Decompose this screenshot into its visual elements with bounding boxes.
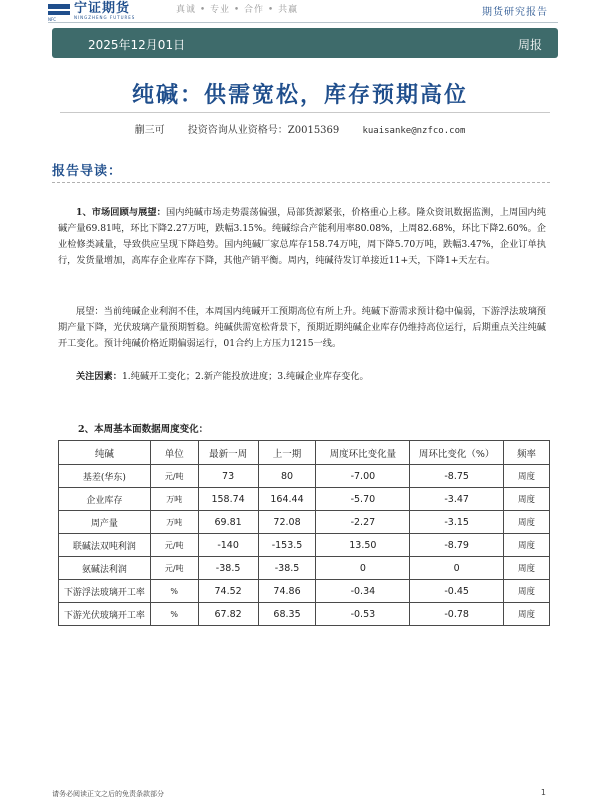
cell-frequency: 周度 [504,580,550,603]
cell-frequency: 周度 [504,511,550,534]
header-cell: 周环比变化（%） [410,441,504,465]
logo-abbrev: NFC [48,17,57,22]
cell-previous: -38.5 [258,557,316,580]
focus-factors-body: 1.纯碱开工变化；2.新产能投放进度；3.纯碱企业库存变化。 [121,371,369,382]
cell-change: 13.50 [316,534,410,557]
cell-previous: 68.35 [258,603,316,626]
cell-indicator: 基差(华东) [59,465,151,488]
author-name: 蒯三可 [134,125,165,136]
table-row [59,511,550,534]
page-number: 1 [540,788,546,797]
table-row [59,603,550,626]
cell-unit: 万吨 [150,488,198,511]
fundamentals-table [58,440,550,626]
table-row [59,580,550,603]
cell-unit: 万吨 [150,511,198,534]
table-row [59,557,550,580]
cell-change-pct: -3.15 [410,511,504,534]
cell-latest: 74.52 [198,580,258,603]
guide-heading: 报告导读： [52,164,123,179]
cell-latest: 67.82 [198,603,258,626]
cell-frequency: 周度 [504,465,550,488]
cell-latest: 69.81 [198,511,258,534]
cell-previous: 74.86 [258,580,316,603]
company-motto: 真诚 • 专业 • 合作 • 共赢 [176,5,299,15]
page-header [0,0,600,24]
outlook-body: 展望：当前纯碱企业利润不佳，本周国内纯碱开工预期高位有所上升。纯碱下游需求预计稳中偏弱，下游浮法玻璃预期产量下降，光伏玻璃产量预期暂稳。纯碱供需宽松背景下，预期近期纯碱企业库存仍维持高位运行，后期重点关注纯碱开工变化。预计纯碱价格近期偏弱运行，01合约上方压力1215一线。 [58,306,546,349]
cell-previous: -153.5 [258,534,316,557]
cell-change: -7.00 [316,465,410,488]
header-cell: 最新一周 [198,441,258,465]
header-cell: 周度环比变化量 [316,441,410,465]
cell-change: -0.53 [316,603,410,626]
author-qualification: 投资咨询从业资格号：Z0015369 [187,125,340,136]
market-review-paragraph [58,205,546,269]
table-header-row [59,441,550,465]
cell-latest: -38.5 [198,557,258,580]
cell-change: 0 [316,557,410,580]
cell-indicator: 下游浮法玻璃开工率 [59,580,151,603]
cell-frequency: 周度 [504,534,550,557]
author-info [0,121,600,136]
cell-change-pct: -0.78 [410,603,504,626]
header-cell: 频率 [504,441,550,465]
report-title: 纯碱：供需宽松，库存预期高位 [131,82,468,108]
guide-divider [52,182,550,183]
cell-change: -5.70 [316,488,410,511]
cell-previous: 72.08 [258,511,316,534]
cell-change-pct: -8.75 [410,465,504,488]
cell-frequency: 周度 [504,603,550,626]
cell-indicator: 企业库存 [59,488,151,511]
table-row [59,465,550,488]
cell-previous: 164.44 [258,488,316,511]
cell-unit: 元/吨 [150,534,198,557]
cell-unit: 元/吨 [150,465,198,488]
cell-unit: % [150,603,198,626]
cell-change-pct: 0 [410,557,504,580]
report-frequency-tag: 周报 [517,38,542,52]
cell-indicator: 联碱法双吨利润 [59,534,151,557]
cell-unit: % [150,580,198,603]
cell-change: -2.27 [316,511,410,534]
table-title: 2、本周基本面数据周度变化： [78,424,209,435]
cell-indicator: 周产量 [59,511,151,534]
cell-change-pct: -3.47 [410,488,504,511]
cell-frequency: 周度 [504,488,550,511]
market-review-body: 国内纯碱市场走势震荡偏强，局部货源紧张，价格重心上移。隆众资讯数据监测，上周国内纯碱产量69.81吨，环比下降2.27万吨，跌幅3.15%。纯碱综合产能利用率80.08%，上周82.68%，环比下降2.60%。企业检修类减量，导致供应呈现下降趋势。国内纯碱厂家总库存158.74万吨，周下降5.70万吨，跌幅3.47%，企业订单执行，发货量增加，高库存企业库存下降，其他产销平衡。周内，纯碱待发订单接近11+天，下降1+天左右。 [58,207,546,266]
focus-factors-paragraph [58,369,546,385]
table-row [59,534,550,557]
cell-indicator: 氨碱法利润 [59,557,151,580]
cell-latest: -140 [198,534,258,557]
cell-latest: 73 [198,465,258,488]
date-banner [52,28,558,58]
report-date: 2025年12月01日 [88,38,186,52]
cell-frequency: 周度 [504,557,550,580]
cell-change-pct: -8.79 [410,534,504,557]
title-divider [60,112,550,113]
cell-unit: 元/吨 [150,557,198,580]
header-cell: 单位 [150,441,198,465]
market-review-lead: 1、市场回顾与展望： [76,207,166,218]
logo-name: 宁证期货 [74,1,131,16]
report-type: 期货研究报告 [482,7,548,18]
outlook-paragraph [58,304,546,352]
header-divider [48,22,558,23]
company-logo [48,0,135,22]
table-row [59,488,550,511]
author-email[interactable]: kuaisanke@nzfco.com [362,126,466,136]
header-cell: 纯碱 [59,441,151,465]
logo-english: NINGZHENG FUTURES [74,15,136,20]
header-cell: 上一期 [258,441,316,465]
cell-change-pct: -0.45 [410,580,504,603]
disclaimer-note: 请务必阅读正文之后的免责条款部分 [52,790,164,798]
cell-change: -0.34 [316,580,410,603]
cell-previous: 80 [258,465,316,488]
cell-latest: 158.74 [198,488,258,511]
focus-factors-lead: 关注因素： [76,371,122,382]
cell-indicator: 下游光伏玻璃开工率 [59,603,151,626]
